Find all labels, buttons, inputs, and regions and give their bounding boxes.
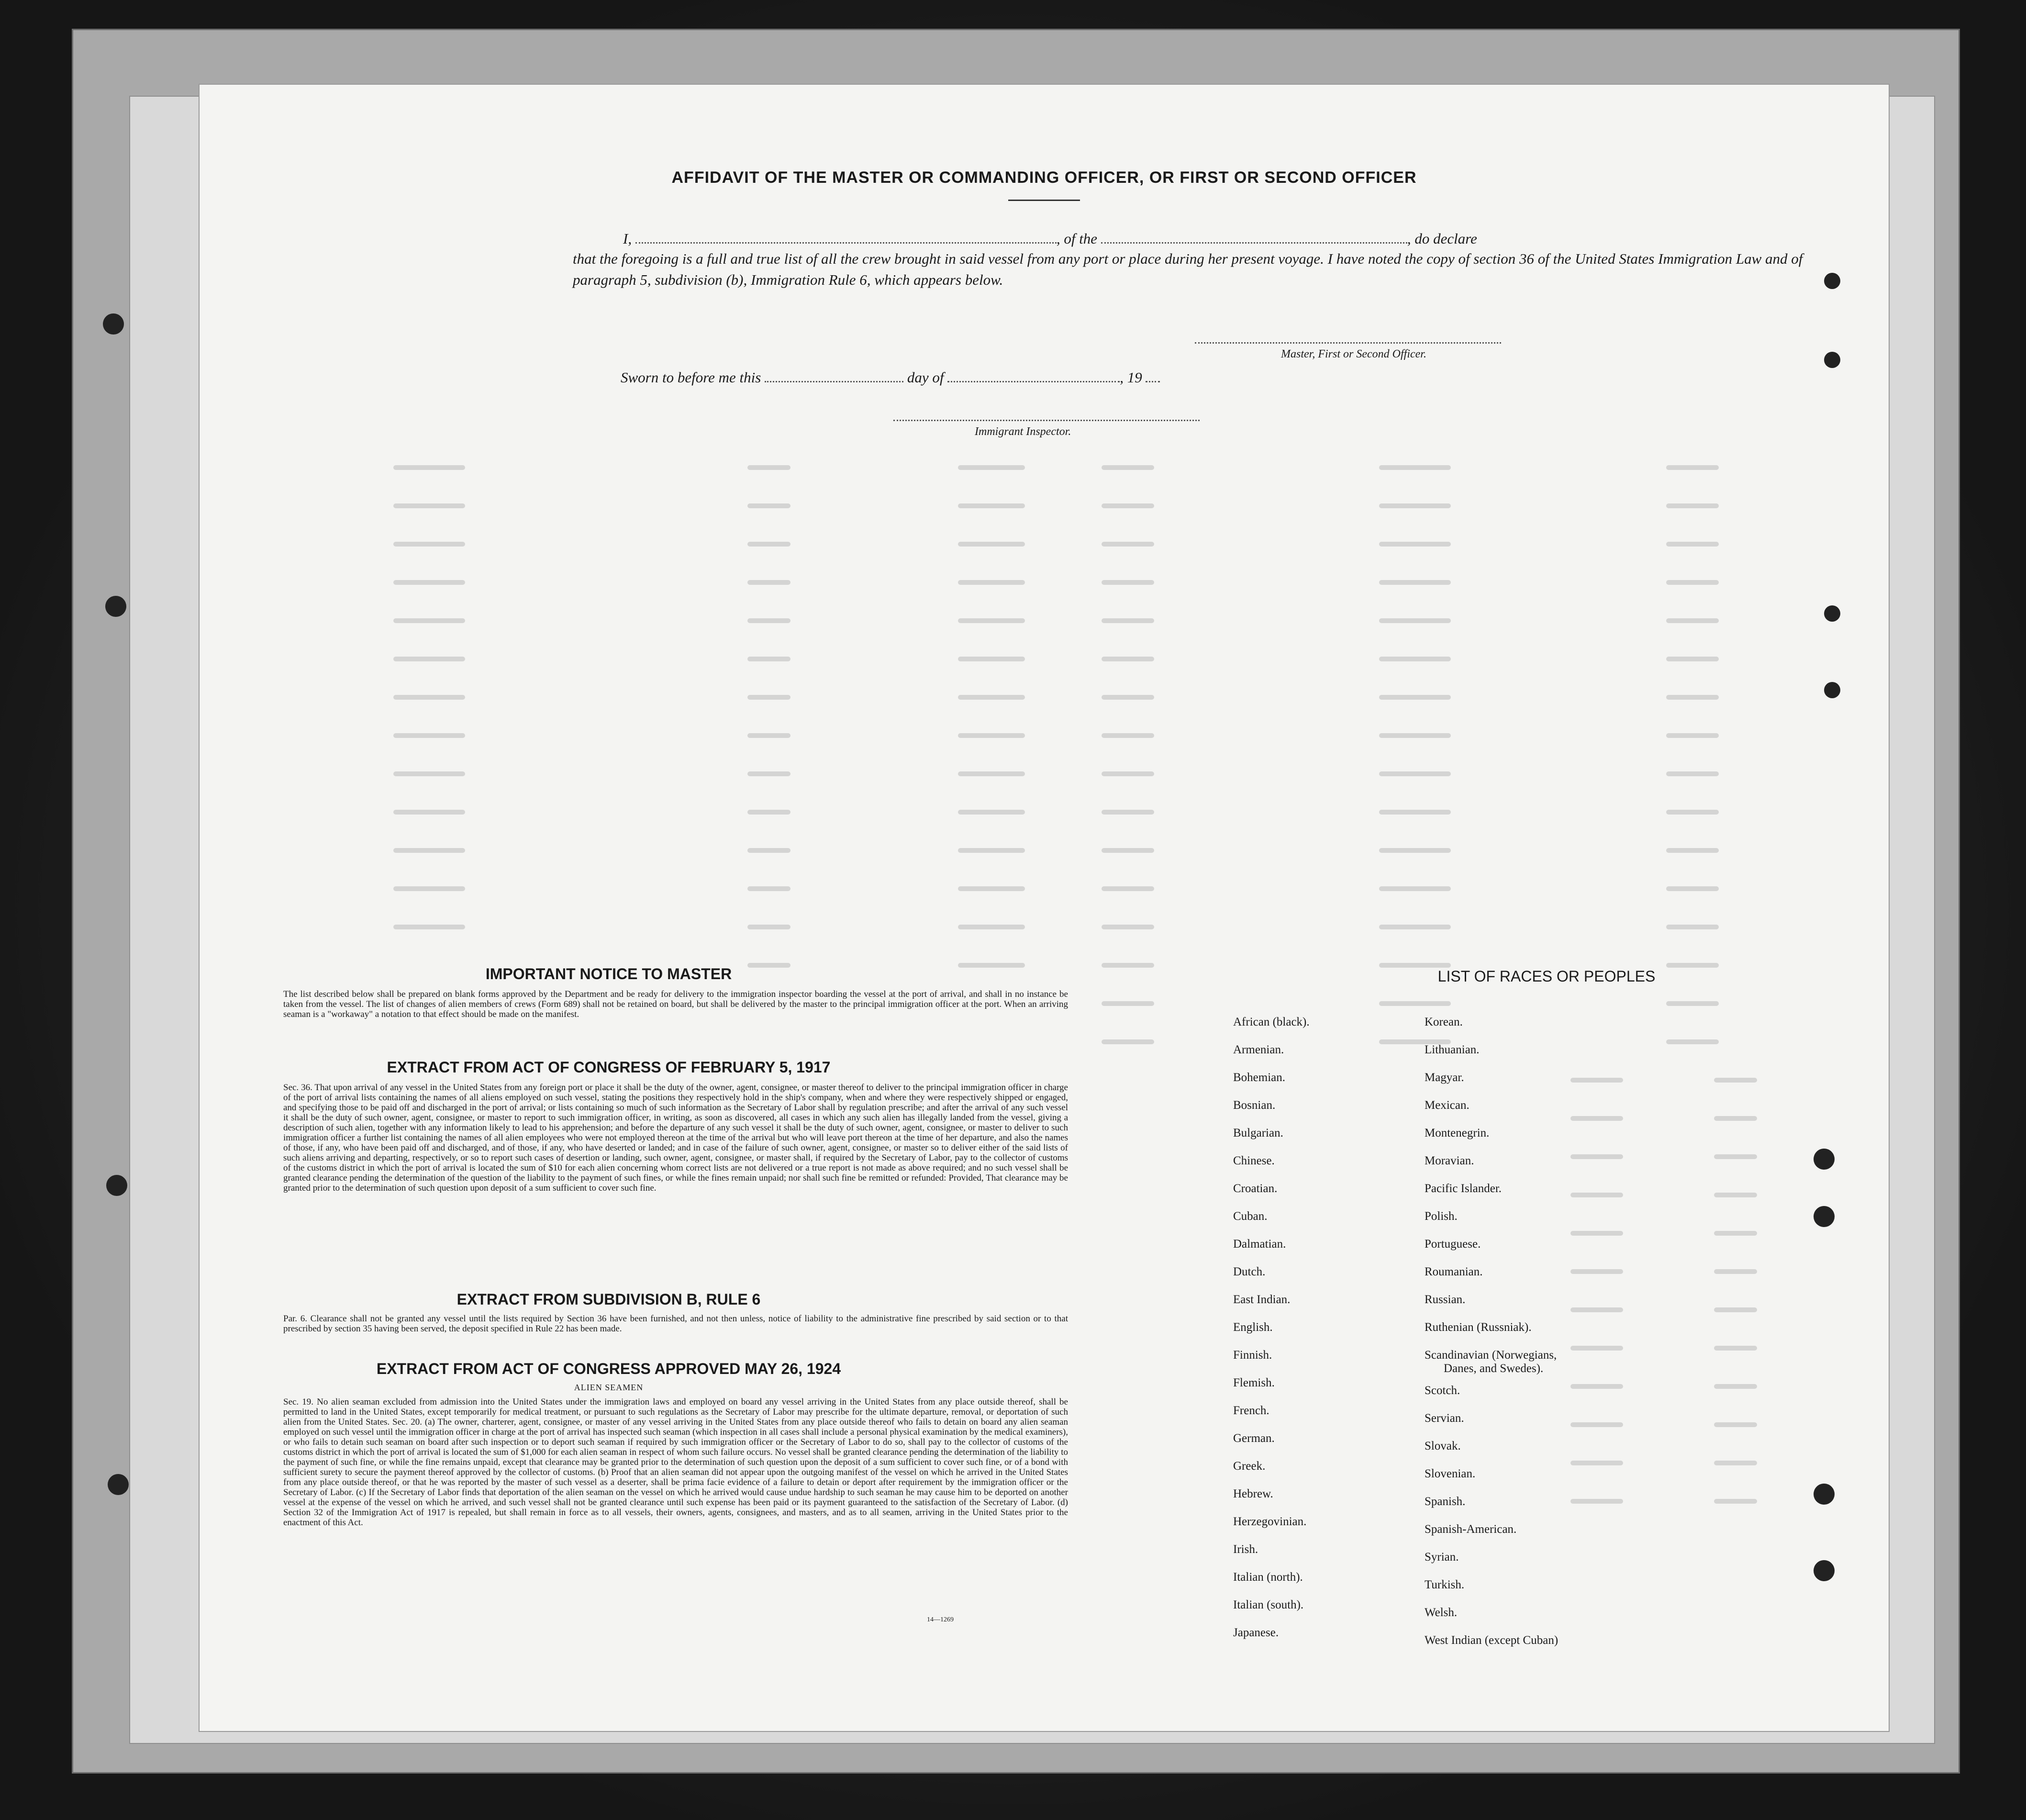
race-item: Moravian. [1425,1154,1474,1167]
extract-1917-heading: EXTRACT FROM ACT OF CONGRESS OF FEBRUARY 5, 1917 [387,1059,831,1076]
race-item: Flemish. [1233,1376,1275,1389]
affidavit-body: that the foregoing is a full and true list of all the crew brought in said vessel from any port or place during her present voyage. I have noted the copy of section 36 of the United States Immigration Law and of paragraph 5, subdivision (b), Immigration Rule 6, which appears below. [573,250,1803,288]
punch-hole-icon [108,1474,129,1495]
extract-rule6-text: Par. 6. Clearance shall not be granted any vessel until the lists required by Section 36 have been furnished, and not then unless, notice of liability to the administrative fine prescribed by said section or to that prescribed by section 35 having been served, the deposit specified in Rule 22 has been made. [283,1314,1068,1334]
race-item: Ruthenian (Russniak). [1425,1321,1532,1334]
affidavit-title: AFFIDAVIT OF THE MASTER OR COMMANDING OFFICER, OR FIRST OR SECOND OFFICER [671,168,1417,187]
name-blank[interactable] [635,242,1057,244]
year-blank[interactable] [1146,381,1160,382]
title-rule [1008,200,1080,201]
race-item: Slovak. [1425,1440,1461,1452]
race-item: Welsh. [1425,1606,1458,1619]
race-item: Armenian. [1233,1043,1284,1056]
race-item: Korean. [1425,1016,1463,1028]
sworn-line [621,367,1160,388]
race-item: Scotch. [1425,1384,1460,1397]
punch-hole-icon [1824,682,1840,698]
punch-hole-icon [1814,1484,1835,1505]
race-item: Lithuanian. [1425,1043,1480,1056]
extract-1924-text: Sec. 19. No alien seaman excluded from admission into the United States under the immigration laws and employed on board any vessel arriving in the United States from any place outside thereof, shall be permitted to land in the United States, except temporarily for medical treatment, or pursuant to such regulations as the Secretary of Labor may prescribe for the ultimate departure, removal, or deportation of such alien from the United States. Sec. 20. (a) The owner, charterer, agent, consignee, or master of any vessel arriving in the United States from any place outside thereof who fails to detain on board any alien seaman employed on such vessel until the immigration officer in charge at the port of arrival has inspected such seaman (which inspection in all cases shall include a personal physical examination by the medical examiners), or who fails to detain such seaman on board after such inspection or to deport such seaman if required by such immigration officer or the Secretary of Labor to do so, shall pay to the collector of customs of the customs district in which the port of arrival is located the sum of $1,000 for each alien seaman in respect of whom such failure occurs. No vessel shall be granted clearance pending the determination of the liability to the payment of such fine, or while the fine remains unpaid, except that clearance may be granted prior to the determination of such question upon the deposit of a sum sufficient to cover such fine, or of a bond with sufficient surety to secure the payment thereof approved by the collector of customs. (b) Proof that an alien seaman did not appear upon the outgoing manifest of the vessel on which he arrived in the United States from any place outside thereof, or that he was reported by the master of such vessel as a deserter, shall be prima facie evidence of a failure to detain or deport after requirement by the immigration officer or the Secretary of Labor. (c) If the Secretary of Labor finds that deportation of the alien seaman on the vessel on which he arrived would cause undue hardship to such seaman he may cause him to be deported on another vessel at the expense of the vessel on which he arrived, and such vessel shall not be granted clearance until such expense has been paid or its payment guaranteed to the satisfaction of the Secretary of Labor. (d) Section 32 of the Immigration Act of 1917 is repealed, but shall remain in force as to all vessels, their owners, agents, consignees, and masters, and as to all seamen, arriving in the United States prior to the enactment of this Act. [283,1397,1068,1528]
race-item: French. [1233,1404,1269,1417]
race-item: Italian (south). [1233,1598,1304,1611]
punch-hole-icon [105,596,126,617]
race-item: Irish. [1233,1543,1258,1556]
race-item: Dalmatian. [1233,1238,1286,1251]
sworn-year: , 19 [1120,369,1142,386]
month-blank[interactable] [947,381,1120,382]
race-item: German. [1233,1432,1275,1445]
declaration-i: I, [623,230,632,247]
affidavit-page [199,84,1890,1732]
race-item: Danes, and Swedes). [1444,1362,1544,1375]
race-item: Mexican. [1425,1099,1469,1112]
punch-hole-icon [103,313,124,335]
punch-hole-icon [1824,273,1840,289]
extract-1924-heading: EXTRACT FROM ACT OF CONGRESS APPROVED MAY 26, 1924 [376,1360,841,1377]
race-item: Roumanian. [1425,1265,1483,1278]
race-item: Montenegrin. [1425,1127,1490,1139]
race-item: Turkish. [1425,1578,1465,1591]
punch-hole-icon [1814,1560,1835,1581]
race-item: East Indian. [1233,1293,1291,1306]
race-item: Magyar. [1425,1071,1464,1084]
inspector-signature-line[interactable] [893,420,1200,421]
sworn-day-of: day of [907,369,944,386]
punch-hole-icon [106,1175,127,1196]
punch-hole-icon [1824,352,1840,368]
signature-line[interactable] [1195,342,1501,344]
race-item: Hebrew. [1233,1487,1273,1500]
race-item: Russian. [1425,1293,1466,1306]
race-item: Greek. [1233,1460,1266,1473]
notice-text: The list described below shall be prepared on blank forms approved by the Department and be ready for delivery to the immigration inspector boarding the vessel at the port of arrival, and shall in no instance be taken from the vessel. The list of changes of alien members of crews (Form 689) shall not be retained on board, but shall be delivered by the master to the principal immigration officer at the port. When an arriving seaman is a "workaway" a notation to that effect should be made on the manifest. [283,989,1068,1019]
sworn-prefix: Sworn to before me this [621,369,761,386]
alien-seamen-subheading: ALIEN SEAMEN [574,1383,644,1392]
race-item: Servian. [1425,1412,1464,1425]
declaration-declare: , do declare [1407,230,1477,247]
race-item: English. [1233,1321,1273,1334]
day-blank[interactable] [765,381,903,382]
race-item: Croatian. [1233,1182,1278,1195]
race-item: Japanese. [1233,1626,1279,1639]
race-item: Spanish. [1425,1495,1466,1508]
inspector-label: Immigrant Inspector. [975,425,1071,438]
punch-hole-icon [1814,1206,1835,1227]
form-number: 14—1269 [927,1616,954,1623]
punch-hole-icon [1824,605,1840,622]
race-item: Portuguese. [1425,1238,1481,1251]
race-item: Syrian. [1425,1551,1459,1563]
race-item: Herzegovinian. [1233,1515,1307,1528]
race-item: Bohemian. [1233,1071,1286,1084]
race-item: Dutch. [1233,1265,1266,1278]
notice-heading: IMPORTANT NOTICE TO MASTER [485,965,732,983]
race-item: West Indian (except Cuban) [1425,1634,1558,1647]
extract-rule6-heading: EXTRACT FROM SUBDIVISION B, RULE 6 [456,1291,761,1308]
extract-1917-text: Sec. 36. That upon arrival of any vessel in the United States from any foreign port or place it shall be the duty of the owner, agent, consignee, or master thereof to deliver to the principal immigration officer in charge of the port of arrival lists containing the names of all aliens employed on such vessel, stating the positions they respectively hold in the ship's company, when and where they were respectively shipped or engaged, and specifying those to be paid off and discharged in the port of arrival; or lists containing so much of such information as the Secretary of Labor shall by regulation prescribe; and after the arrival of any such vessel it shall be the duty of such owner, agent, consignee, or master to report to such immigration officer, in writing, as soon as discovered, all cases in which any such alien has illegally landed from the vessel, giving a description of such alien, together with any information likely to lead to his apprehension; and before the departure of any such vessel it shall be the duty of such owner, agent, consignee, or master to deliver to such immigration officer a further list containing the names of all alien employees who were not employed thereon at the time of the arrival but who will leave port thereon at the time of her departure, and also the names of those, if any, who have been paid off and discharged, and of those, if any, who have deserted or landed; and in case of the failure of such owner, agent, consignee, or master so to deliver either of the said lists of such aliens arriving and departing, respectively, or so to report such cases of desertion or landing, such owner, agent, consignee, or master shall, if required by the Secretary of Labor, pay to the collector of customs of the customs district in which the port of arrival is located the sum of $10 for each alien concerning whom correct lists are not delivered or a true report is not made as above required; and no such vessel shall be granted clearance pending the determination of the question of the liability to the payment of such fines, or while the fines remain unpaid; nor shall such fine be remitted or refunded: Provided, That clearance may be granted prior to the determination of such question upon deposit of a sum sufficient to cover such fine. [283,1083,1068,1193]
race-item: Slovenian. [1425,1467,1476,1480]
declaration-of: , of the [1056,230,1098,247]
race-item: Polish. [1425,1210,1458,1223]
punch-hole-icon [1814,1149,1835,1170]
vessel-blank[interactable] [1101,242,1407,244]
affidavit-declaration-line [623,228,1843,249]
race-item: Chinese. [1233,1154,1275,1167]
race-item: Scandinavian (Norwegians, [1425,1349,1557,1362]
races-heading: LIST OF RACES OR PEOPLES [1437,968,1656,985]
race-item: Finnish. [1233,1349,1272,1362]
race-item: Spanish-American. [1425,1523,1517,1536]
race-item: Italian (north). [1233,1571,1303,1584]
signature-label: Master, First or Second Officer. [1281,348,1426,360]
race-item: Bulgarian. [1233,1127,1283,1139]
race-item: Pacific Islander. [1425,1182,1502,1195]
race-item: Cuban. [1233,1210,1268,1223]
race-item: Bosnian. [1233,1099,1276,1112]
race-item: African (black). [1233,1016,1310,1028]
